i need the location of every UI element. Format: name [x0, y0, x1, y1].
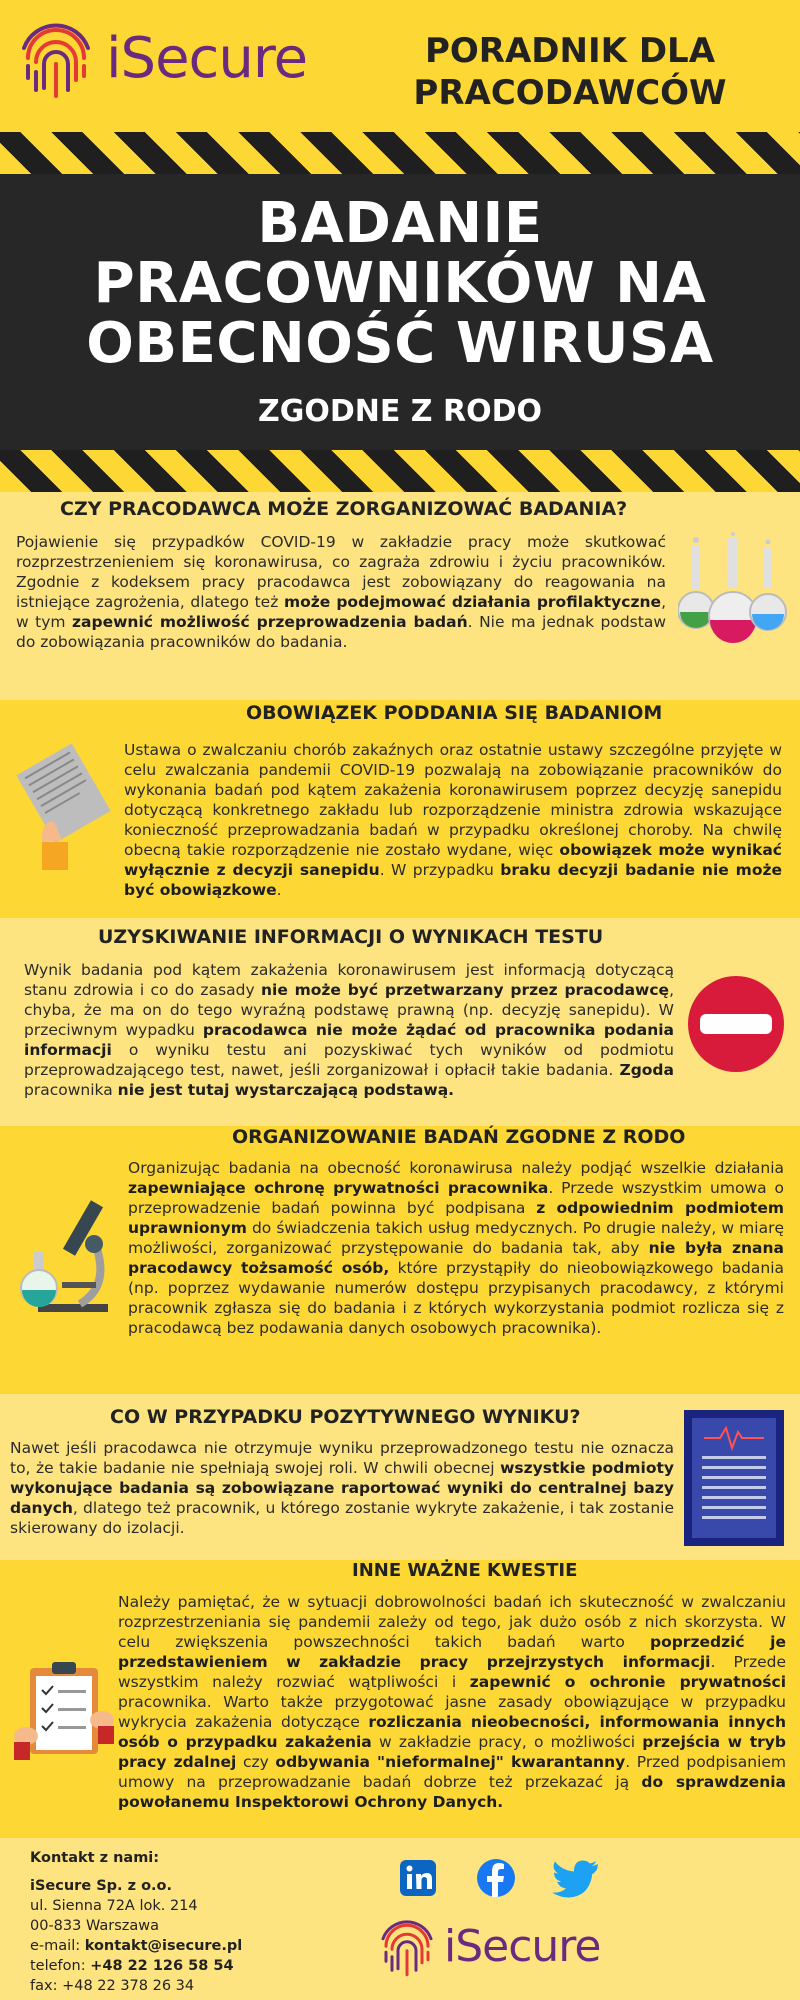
section-other-issues: [0, 1560, 800, 1838]
brand-logo: [20, 18, 307, 100]
no-entry-icon: [686, 974, 786, 1074]
section-title: ORGANIZOWANIE BADAŃ ZGODNE Z RODO: [232, 1126, 686, 1148]
phone-link[interactable]: +48 22 126 58 54: [90, 1958, 234, 1974]
brand-name: iSecure: [106, 26, 308, 91]
microscope-icon: [18, 1196, 118, 1316]
footer-brand-logo: [380, 1916, 601, 1978]
guide-title-line1: PORADNIK DLA: [424, 31, 716, 71]
email-label: e-mail:: [30, 1938, 85, 1954]
document-hand-icon: [14, 744, 114, 874]
medical-report-icon: [682, 1408, 786, 1548]
guide-title: [360, 30, 780, 114]
section-rodo: [0, 1126, 800, 1394]
guide-title-line2: PRACODAWCÓW: [413, 73, 727, 113]
twitter-icon[interactable]: [552, 1856, 600, 1900]
clipboard-icon: [14, 1660, 114, 1764]
main-title-line3: OBECNOŚĆ WIRUSA: [86, 311, 714, 376]
footer-brand-name: iSecure: [444, 1921, 601, 1972]
fingerprint-icon: [380, 1916, 434, 1978]
section-text: Organizując badania na obecność koronawirusa należy podjąć wszelkie działania zapewniające ochronę prywatności pracownika. Przede wszystkim umowa o przeprowadzenie badań powinna być podpisana z odpowiednim podmiotem uprawnionym do świadczenia takich usług medycznych. Po drugie należy, w miarę możliwości, zorganizować przystępowanie do badania tak, aby nie była znana pracodawcy tożsamość osób, które przystąpiły do nieobowiązkowego badania (np. poprzez wydawanie numerów dostępu przypisanych pracodawcy, z którymi pracownik zgłasza się do badania i z których wykorzystania podmiot rozlicza się z pracodawcą bez podawania danych osobowych pracownika).: [128, 1159, 784, 1337]
fax-line: fax: +48 22 378 26 34: [30, 1978, 195, 1994]
section-obligation: [0, 700, 800, 918]
section-text: Ustawa o zwalczaniu chorób zakaźnych oraz ostatnie ustawy szczególne przyjęte w celu zwalczania pandemii COVID-19 pozwalają na zobowiązanie pracowników do wykonania badań pod kątem zakażenia koronawirusem poprzez decyzję sanepidu dotyczącą konkretnego zakładu lub rozporządzenie ministra zdrowia wskazujące konieczność przeprowadzania badań w przypadku określonej choroby. Na chwilę obecną takie rozporządzenie nie zostało wydane, więc obowiązek może wynikać wyłącznie z decyzji sanepidu. W przypadku braku decyzji badanie nie może być obowiązkowe.: [124, 741, 782, 899]
main-title: [0, 191, 800, 376]
section-text: Należy pamiętać, że w sytuacji dobrowolności badań ich skuteczność w zwalczaniu rozprzestrzeniania się pandemii zależy od tego, jak dużo osób z nich skorzysta. W celu zwiększenia powszechności takich badań warto poprzedzić je przedstawieniem w zakładzie pracy przejrzystych informacji. Przede wszystkim należy rozwiać wątpliwości i zapewnić o ochronie prywatności pracownika. Warto także przygotować jasne zasady obowiązujące w przypadku wykrycia zakażenia dotyczące rozliczania nieobecności, informowania innych osób o przypadku zakażenia w zakładzie pracy, o możliwości przejścia w tryb pracy zdalnej czy odbywania "nieformalnej" kwarantanny. Przed podpisaniem umowy na przeprowadzanie badań dobrze też przekazać ją do sprawdzenia powołanemu Inspektorowi Ochrony Danych.: [118, 1593, 787, 1811]
section-test-results: [0, 918, 800, 1126]
section-can-organize: [0, 492, 800, 700]
contact-block: [30, 1848, 242, 1996]
company-name: iSecure Sp. z o.o.: [30, 1878, 173, 1894]
section-title: UZYSKIWANIE INFORMACJI O WYNIKACH TESTU: [98, 926, 604, 948]
main-title-line1: BADANIE: [257, 191, 543, 256]
contact-label: Kontakt z nami:: [30, 1850, 160, 1866]
section-text: Wynik badania pod kątem zakażenia koronawirusem jest informacją dotyczącą stanu zdrowia i co do zasady nie może być przetwarzany przez pracodawcę, chyba, że ma on do tego wyraźną podstawę prawną (np. decyzję sanepidu). W przeciwnym wypadku pracodawca nie może żądać od pracownika podania informacji o wyniku testu ani pozyskiwać tych wyników od podmiotu przeprowadzającego test, nawet, jeśli zorganizował i opłacił takie badania. Zgoda pracownika nie jest tutaj wystarczającą podstawą.: [24, 961, 675, 1099]
linkedin-icon[interactable]: [396, 1856, 440, 1900]
section-text: Nawet jeśli pracodawca nie otrzymuje wyniku przeprowadzonego testu nie oznacza to, że takie badanie nie spełniają swojej roli. W chwili obecnej wszystkie podmioty wykonujące badania są zobowiązane raportować wyniki do centralnej bazy danych, dlatego też pracownik, u którego zostanie wykryte zakażenie, i tak zostanie skierowany do izolacji.: [10, 1439, 674, 1537]
fingerprint-icon: [20, 18, 92, 100]
facebook-icon[interactable]: [474, 1856, 518, 1900]
email-link[interactable]: kontakt@isecure.pl: [84, 1938, 243, 1954]
address-line1: ul. Sienna 72A lok. 214: [30, 1898, 198, 1914]
footer: [0, 1838, 800, 2000]
main-subtitle: ZGODNE Z RODO: [257, 394, 543, 429]
section-text: Pojawienie się przypadków COVID-19 w zakładzie pracy może skutkować rozprzestrzenieniem się koronawirusa, co zagraża zdrowiu i życiu pracowników. Zgodnie z kodeksem pracy pracodawca jest zobowiązany do reagowania na istniejące zagrożenia, dlatego też może podejmować działania profilaktyczne, w tym zapewnić możliwość przeprowadzenia badań. Nie ma jednak podstaw do zobowiązania pracowników do badania.: [16, 533, 667, 651]
main-title-line2: PRACOWNIKÓW NA: [93, 251, 707, 316]
phone-line: [30, 1956, 242, 1976]
hazard-stripes-top: [0, 132, 800, 174]
email-line: [30, 1936, 242, 1956]
section-title: INNE WAŻNE KWESTIE: [352, 1560, 578, 1581]
phone-label: telefon:: [30, 1958, 91, 1974]
section-title: CZY PRACODAWCA MOŻE ZORGANIZOWAĆ BADANIA?: [60, 498, 628, 520]
hazard-stripes-bottom: [0, 450, 800, 492]
section-title: CO W PRZYPADKU POZYTYWNEGO WYNIKU?: [110, 1406, 581, 1428]
address-line2: 00-833 Warszawa: [30, 1918, 160, 1934]
flasks-icon: [678, 532, 788, 652]
section-title: OBOWIĄZEK PODDANIA SIĘ BADANIOM: [246, 702, 663, 724]
header: [0, 0, 800, 132]
hero-banner: [0, 174, 800, 450]
section-positive-result: [0, 1394, 800, 1560]
